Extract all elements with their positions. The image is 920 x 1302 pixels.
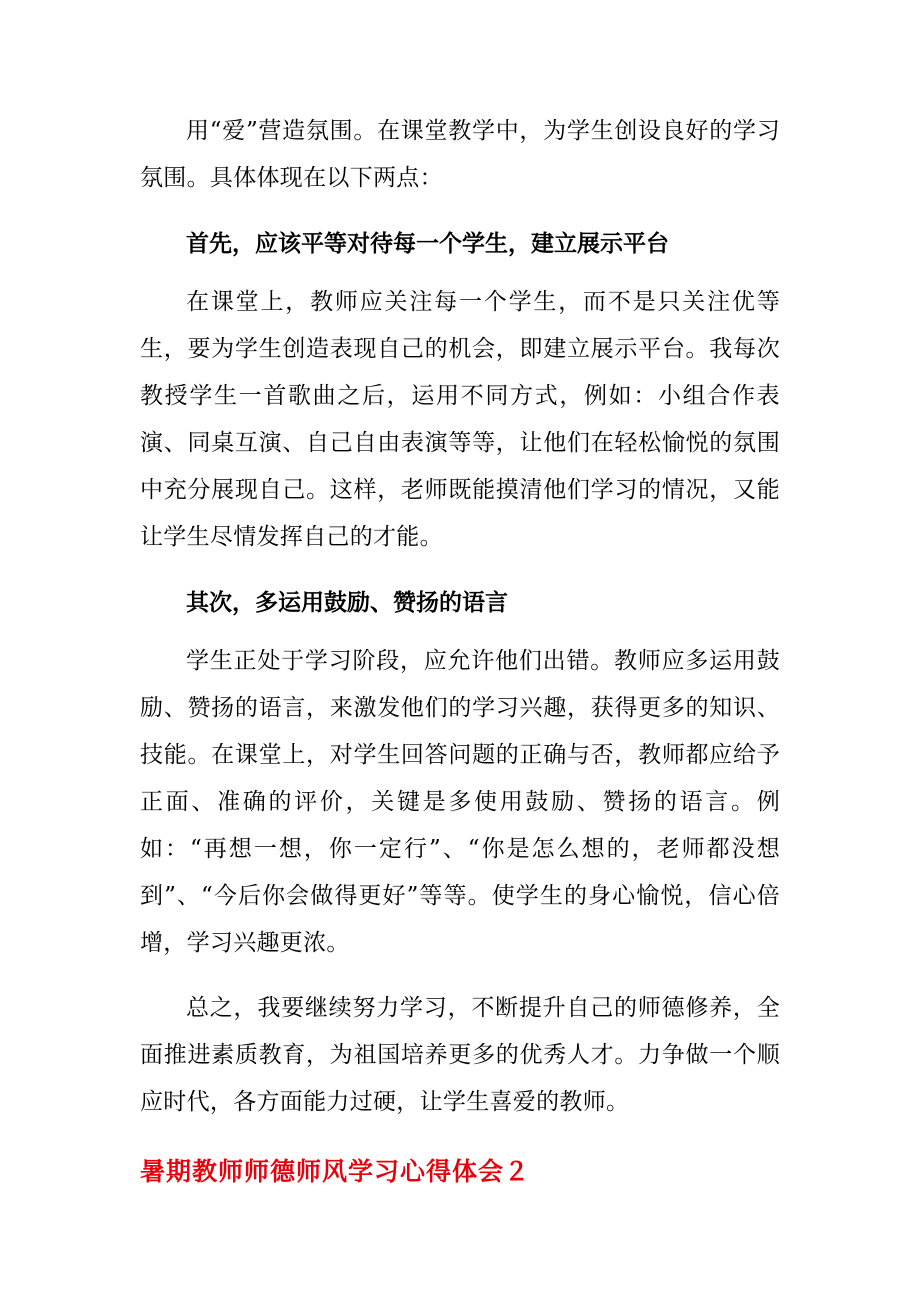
spacer	[140, 267, 780, 279]
section-title: 暑期教师师德师风学习心得体会２	[140, 1157, 531, 1186]
spacer	[140, 1126, 780, 1148]
paragraph-encouragement: 学生正处于学习阶段，应允许他们出错。教师应多运用鼓励、赞扬的语言，来激发他们的学习兴趣，获得更多的知识、技能。在课堂上，对学生回答问题的正确与否，教师都应给予正面、准确的评价，关键是多使用鼓励、赞扬的语言。例如：“再想一想，你一定行”、“你是怎么想的，老师都没想到”、“今后你会做得更好”等等。使学生的身心愉悦，信心倍增，学习兴趣更浓。	[140, 648, 780, 956]
subheading-equal-treatment: 首先，应该平等对待每一个学生，建立展示平台	[186, 230, 669, 257]
spacer	[140, 626, 780, 638]
paragraph-conclusion: 总之，我要继续努力学习，不断提升自己的师德修养，全面推进素质教育，为祖国培养更多的优秀人才。力争做一个顺应时代，各方面能力过硬，让学生喜爱的教师。	[140, 995, 780, 1115]
spacer	[140, 561, 780, 579]
spacer	[140, 202, 780, 220]
paragraph-display-platform: 在课堂上，教师应关注每一个学生，而不是只关注优等生，要为学生创造表现自己的机会，即建立展示平台。我每次教授学生一首歌曲之后，运用不同方式，例如：小组合作表演、同桌互演、自己自由表演等等，让他们在轻松愉悦的氛围中充分展现自己。这样，老师既能摸清他们学习的情况，又能让学生尽情发挥自己的才能。	[140, 289, 780, 550]
spacer	[140, 967, 780, 985]
document-page	[140, 108, 780, 1195]
subheading-encouragement: 其次，多运用鼓励、赞扬的语言	[186, 589, 508, 616]
intro-paragraph: 用“爱”营造氛围。在课堂教学中，为学生创设良好的学习氛围。具体体现在以下两点：	[140, 118, 780, 191]
